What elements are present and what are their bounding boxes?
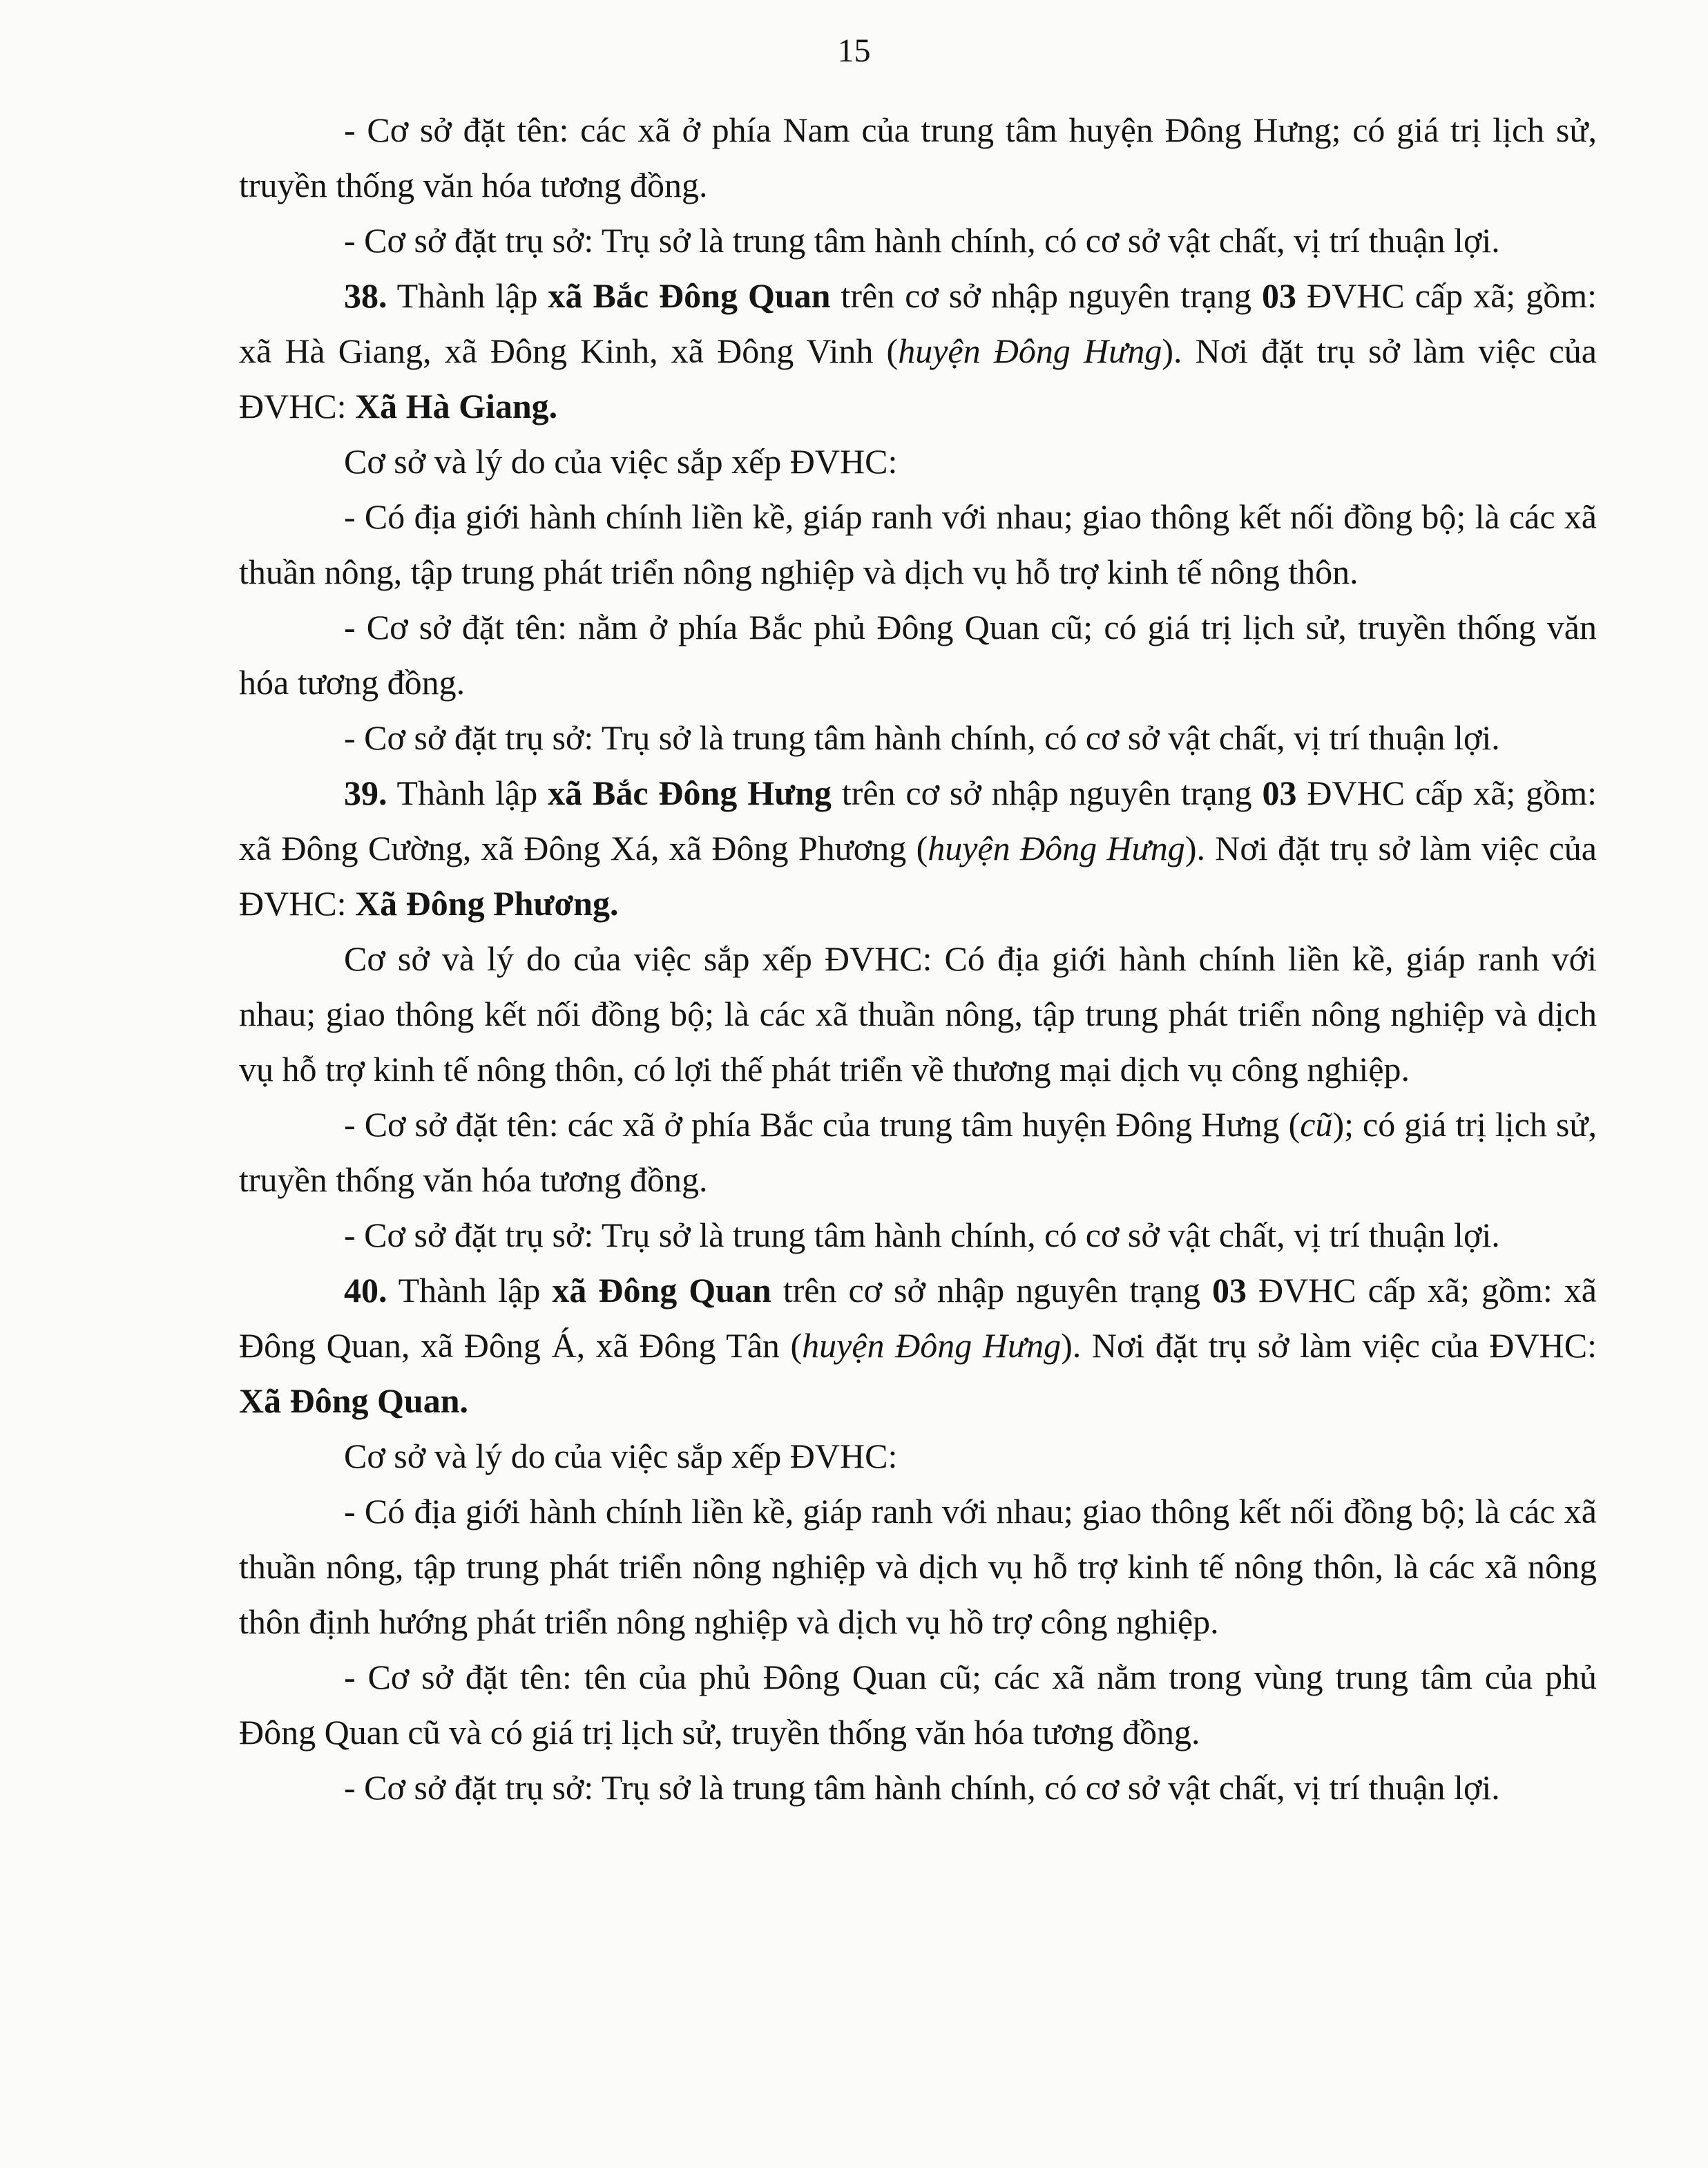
text-run: ); có giá trị lịch sử, truyền thống văn hóa tương đồng.	[239, 1105, 1597, 1199]
text-run: ). Nơi đặt trụ sở làm việc của ĐVHC:	[1061, 1326, 1597, 1365]
bold-text: xã Bắc Đông Hưng	[548, 774, 832, 812]
text-run: - Cơ sở đặt trụ sở: Trụ sở là trung tâm hành chính, có cơ sở vật chất, vị trí thuận lợi.	[344, 1768, 1500, 1807]
text-run: trên cơ sở nhập nguyên trạng	[771, 1271, 1212, 1310]
text-run: ĐVHC cấp xã; gồm: xã Hà Giang, xã Đông Kinh, xã Đông Vinh (	[239, 276, 1597, 370]
document-body	[239, 102, 1597, 1815]
bold-text: 38.	[344, 276, 387, 315]
bold-text: xã Đông Quan	[552, 1271, 771, 1310]
paragraph	[239, 1263, 1597, 1428]
paragraph	[239, 1097, 1597, 1207]
text-run: Cơ sở và lý do của việc sắp xếp ĐVHC:	[344, 442, 898, 481]
italic-text: huyện Đông Hưng	[802, 1326, 1062, 1365]
text-run: - Có địa giới hành chính liền kề, giáp ranh với nhau; giao thông kết nối đồng bộ; là các xã thuần nông, tập trung phát triển nông nghiệp và dịch vụ hỗ trợ kinh tế nông thôn, là các xã nông thôn định hướng phát triển nông nghiệp và dịch vụ hồ trợ công nghiệp.	[239, 1492, 1597, 1641]
text-run: - Có địa giới hành chính liền kề, giáp ranh với nhau; giao thông kết nối đồng bộ; là các xã thuần nông, tập trung phát triển nông nghiệp và dịch vụ hỗ trợ kinh tế nông thôn.	[239, 497, 1597, 591]
text-run: ĐVHC cấp xã; gồm: xã Đông Cường, xã Đông Xá, xã Đông Phương (	[239, 774, 1597, 867]
bold-text: Xã Hà Giang.	[355, 387, 558, 425]
paragraph	[239, 1649, 1597, 1760]
text-run: ĐVHC cấp xã; gồm: xã Đông Quan, xã Đông Á, xã Đông Tân (	[239, 1271, 1597, 1365]
paragraph	[239, 102, 1597, 213]
paragraph	[239, 765, 1597, 931]
text-run: - Cơ sở đặt trụ sở: Trụ sở là trung tâm hành chính, có cơ sở vật chất, vị trí thuận lợi.	[344, 221, 1500, 260]
paragraph	[239, 1484, 1597, 1649]
bold-text: Xã Đông Phương.	[355, 884, 619, 923]
paragraph	[239, 489, 1597, 599]
text-run: Cơ sở và lý do của việc sắp xếp ĐVHC: Có địa giới hành chính liền kề, giáp ranh với nhau; giao thông kết nối đồng bộ; là các xã thuần nông, tập trung phát triển nông nghiệp và dịch vụ hỗ trợ kinh tế nông thôn, có lợi thế phát triển về thương mại dịch vụ công nghiệp.	[239, 939, 1597, 1088]
bold-text: 03	[1262, 276, 1296, 315]
paragraph	[239, 710, 1597, 765]
text-run: ). Nơi đặt trụ sở làm việc của ĐVHC:	[239, 829, 1597, 923]
bold-text: Xã Đông Quan.	[239, 1381, 469, 1420]
text-run: - Cơ sở đặt tên: các xã ở phía Bắc của trung tâm huyện Đông Hưng (	[344, 1105, 1301, 1144]
italic-text: huyện Đông Hưng	[928, 829, 1185, 867]
text-run: - Cơ sở đặt tên: nằm ở phía Bắc phủ Đông Quan cũ; có giá trị lịch sử, truyền thống văn hóa tương đồng.	[239, 608, 1597, 702]
text-run: trên cơ sở nhập nguyên trạng	[830, 276, 1262, 315]
italic-text: huyện Đông Hưng	[898, 332, 1162, 370]
text-run: - Cơ sở đặt trụ sở: Trụ sở là trung tâm hành chính, có cơ sở vật chất, vị trí thuận lợi.	[344, 1216, 1500, 1254]
bold-text: 39.	[344, 774, 387, 812]
bold-text: 03	[1211, 1271, 1247, 1310]
text-run: trên cơ sở nhập nguyên trạng	[831, 774, 1263, 812]
italic-text: cũ	[1300, 1105, 1333, 1144]
paragraph	[239, 434, 1597, 489]
text-run: - Cơ sở đặt tên: tên của phủ Đông Quan cũ; các xã nằm trong vùng trung tâm của phủ Đông Quan cũ và có giá trị lịch sử, truyền thống văn hóa tương đồng.	[239, 1658, 1597, 1752]
page-number: 15	[837, 32, 871, 69]
text-run: - Cơ sở đặt tên: các xã ở phía Nam của trung tâm huyện Đông Hưng; có giá trị lịch sử, truyền thống văn hóa tương đồng.	[239, 111, 1597, 204]
paragraph	[239, 1428, 1597, 1484]
text-run: Thành lập	[387, 774, 548, 812]
bold-text: 03	[1262, 774, 1297, 812]
paragraph	[239, 599, 1597, 710]
paragraph	[239, 1760, 1597, 1815]
text-run: ). Nơi đặt trụ sở làm việc của ĐVHC:	[239, 332, 1597, 425]
paragraph	[239, 931, 1597, 1097]
bold-text: 40.	[344, 1271, 387, 1310]
text-run: - Cơ sở đặt trụ sở: Trụ sở là trung tâm hành chính, có cơ sở vật chất, vị trí thuận lợi.	[344, 718, 1500, 757]
paragraph	[239, 268, 1597, 434]
paragraph	[239, 1207, 1597, 1263]
text-run: Cơ sở và lý do của việc sắp xếp ĐVHC:	[344, 1437, 898, 1475]
paragraph	[239, 213, 1597, 268]
bold-text: xã Bắc Đông Quan	[548, 276, 831, 315]
text-run: Thành lập	[387, 276, 548, 315]
text-run: Thành lập	[387, 1271, 553, 1310]
